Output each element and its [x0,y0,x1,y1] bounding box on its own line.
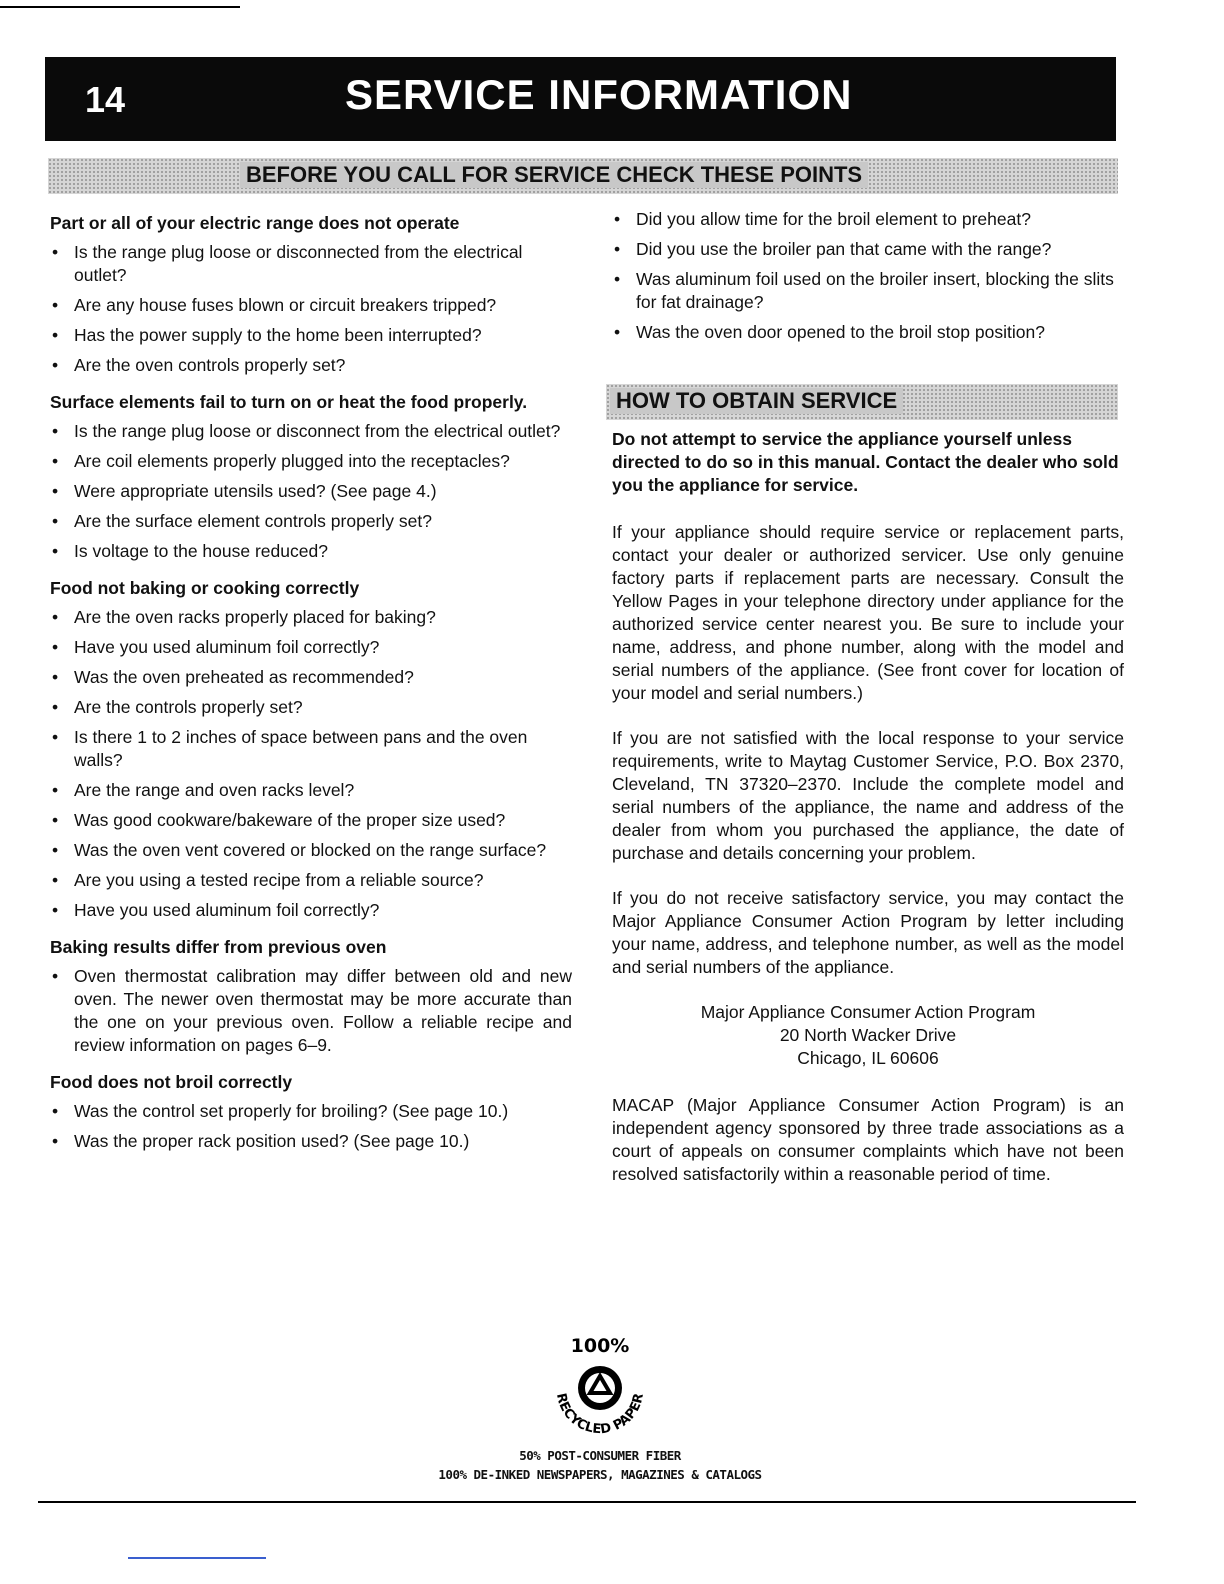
section-food-not-baking [50,577,572,922]
list-item: • Are the controls properly set? [50,696,572,719]
service-warning: Do not attempt to service the appliance yourself unless directed to do so in this manual. Contact the dealer who sold you the appliance for service. [612,429,1119,495]
bottom-rule [38,1501,1136,1503]
fiber-line: 100% DE-INKED NEWSPAPERS, MAGAZINES & CATALOGS [438,1467,762,1482]
footer-accent-rule [128,1557,266,1559]
list-item: • Are the oven controls properly set? [50,354,572,377]
check-points-heading: BEFORE YOU CALL FOR SERVICE CHECK THESE POINTS [240,162,868,188]
section-heading: Surface elements fail to turn on or heat the food properly. [50,392,528,412]
address-line: 20 North Wacker Drive [779,1025,957,1045]
page-header [45,57,1116,141]
list-item: • Have you used aluminum foil correctly? [50,636,572,659]
right-column [612,208,1132,351]
logo-percent: 100% [570,1335,630,1357]
list-item: • Was good cookware/bakeware of the proper size used? [50,809,572,832]
list-item: • Is voltage to the house reduced? [50,540,572,563]
list-item: • Has the power supply to the home been interrupted? [50,324,572,347]
recycled-paper-logo [535,1330,665,1445]
list-item: • Have you used aluminum foil correctly? [50,899,572,922]
list-item: • Are any house fuses blown or circuit breakers tripped? [50,294,572,317]
section-heading: Food does not broil correctly [50,1072,293,1092]
list-item: • Was the control set properly for broiling? (See page 10.) [50,1100,572,1123]
list-item: • Did you use the broiler pan that came with the range? [612,238,1132,261]
top-rule [0,6,240,8]
paragraph: MACAP (Major Appliance Consumer Action Program) is an independent agency sponsored by three trade associations as a court of appeals on consumer complaints which have not been resolved satisfactorily within a reasonable period of time. [612,1095,1124,1184]
list-item: • Was the oven vent covered or blocked on the range surface? [50,839,572,862]
list-item: • Are the oven racks properly placed for baking? [50,606,572,629]
list-item: • Was aluminum foil used on the broiler insert, blocking the slits for fat drainage? [612,268,1132,314]
list-item: • Is the range plug loose or disconnect from the electrical outlet? [50,420,572,443]
paragraph: If your appliance should require service or replacement parts, contact your dealer or authorized servicer. Use only genuine factory parts if replacement parts are necessary. Consult the Yellow Pages in your telephone directory under appliance for the authorized service center nearest you. Be sure to include your name, address, and phone number, along with the model and serial numbers of the appliance. (See front cover for location of your model and serial numbers.) [612,522,1124,703]
section-heading: Baking results differ from previous oven [50,937,387,957]
section-range-not-operate [50,212,572,377]
address-line: Chicago, IL 60606 [797,1048,939,1068]
section-baking-results [50,936,572,1057]
page-title: SERVICE INFORMATION [345,71,853,118]
left-column [50,212,572,1160]
obtain-service-heading: HOW TO OBTAIN SERVICE [610,388,903,414]
fiber-line: 50% POST-CONSUMER FIBER [519,1448,681,1463]
obtain-service-section [612,428,1124,1208]
page-number: 14 [85,79,126,120]
list-item: • Are the range and oven racks level? [50,779,572,802]
list-item: • Was the oven preheated as recommended? [50,666,572,689]
list-item: • Did you allow time for the broil element to preheat? [612,208,1132,231]
list-item: • Is there 1 to 2 inches of space between pans and the oven walls? [50,726,572,772]
list-item: • Are you using a tested recipe from a reliable source? [50,869,572,892]
list-item: • Is the range plug loose or disconnected from the electrical outlet? [50,241,572,287]
broil-continued-list [612,208,1132,344]
check-points-band [48,158,1118,194]
list-item: • Oven thermostat calibration may differ between old and new oven. The newer oven thermostat may be more accurate than the one on your previous oven. Follow a reliable recipe and review information on pages 6–9. [50,965,572,1057]
section-food-not-broil [50,1071,572,1153]
paragraph: If you are not satisfied with the local response to your service requirements, write to Maytag Customer Service, P.O. Box 2370, Cleveland, TN 37320–2370. Include the complete model and serial numbers of the appliance, the name and address of the dealer from whom you purchased the appliance, the date of purchase and details concerning your problem. [612,728,1124,863]
list-item: • Are coil elements properly plugged into the receptacles? [50,450,572,473]
section-heading: Food not baking or cooking correctly [50,578,360,598]
section-heading: Part or all of your electric range does not operate [50,213,460,233]
list-item: • Was the proper rack position used? (See page 10.) [50,1130,572,1153]
list-item: • Were appropriate utensils used? (See page 4.) [50,480,572,503]
obtain-service-band [606,384,1118,420]
logo-arc-text: RECYCLED PAPER [553,1391,647,1438]
list-item: • Was the oven door opened to the broil stop position? [612,321,1132,344]
section-surface-elements [50,391,572,563]
paragraph: If you do not receive satisfactory service, you may contact the Major Appliance Consumer Action Program by letter including your name, address, and telephone number, as well as the model and serial numbers of the appliance. [612,888,1124,977]
macap-address [612,1001,1124,1070]
recycled-fiber-note [400,1446,800,1484]
list-item: • Are the surface element controls properly set? [50,510,572,533]
address-line: Major Appliance Consumer Action Program [700,1002,1036,1022]
